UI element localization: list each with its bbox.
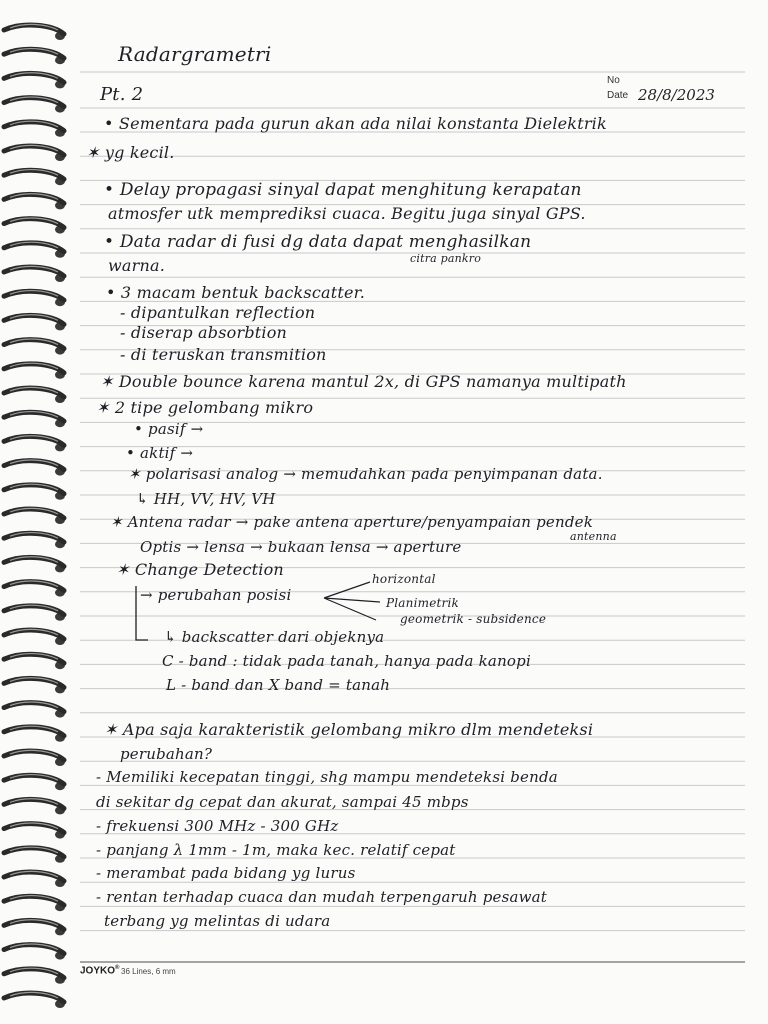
note-line: perubahan? [120,745,213,763]
brand-logo: JOYKO® [80,965,120,977]
note-line: ✶ polarisasi analog → memudahkan pada penyimpanan data. [128,465,603,483]
change-detection-bracket [120,580,220,660]
note-line: • Data radar di fusi dg data dapat menghasilkan [104,232,532,252]
note-line: - rentan terhadap cuaca dan mudah terpengaruh pesawat [96,888,548,906]
note-line: Pt. 2 [100,84,144,105]
date-value: 28/8/2023 [638,86,715,104]
branch-lines [320,578,380,628]
note-line: - Memiliki kecepatan tinggi, shg mampu mendeteksi benda [96,768,558,786]
no-label: No [607,75,620,86]
note-line: C - band : tidak pada tanah, hanya pada kanopi [162,652,531,670]
spiral-binding [0,10,74,1010]
note-line: - di teruskan transmition [120,345,327,364]
note-line: • 3 macam bentuk backscatter. [106,283,366,302]
note-line: - dipantulkan reflection [120,303,316,322]
note-line: • aktif → [126,444,194,462]
note-line: - diserap absorbtion [120,323,288,342]
note-line: antenna [570,530,617,543]
note-line: citra pankro [410,252,482,265]
note-line: L - band dan X band = tanah [166,676,391,694]
note-line: ↳ HH, VV, HV, VH [136,490,276,508]
note-line: horizontal [372,572,436,586]
note-line: ✶ Antena radar → pake antena aperture/penyampaian pendek [110,513,593,531]
note-line: - panjang λ 1mm - 1m, maka kec. relatif cepat [96,841,456,859]
note-line: Optis → lensa → bukaan lensa → aperture [140,538,462,556]
note-line: ✶ Change Detection [116,560,284,579]
note-line: - merambat pada bidang yg lurus [96,864,356,882]
note-line: warna. [108,256,166,275]
page-title: Radargrametri [118,42,272,66]
note-line: di sekitar dg cepat dan akurat, sampai 45 mbps [96,793,469,811]
note-line: - frekuensi 300 MHz - 300 GHz [96,817,339,835]
note-line: ✶ yg kecil. [86,143,175,162]
paper-spec: 36 Lines, 6 mm [121,967,176,976]
note-line: Planimetrik [386,596,459,610]
note-line: • pasif → [134,420,204,438]
note-line: • Sementara pada gurun akan ada nilai konstanta Dielektrik [104,114,607,133]
note-line: terbang yg melintas di udara [104,912,331,930]
note-line: atmosfer utk memprediksi cuaca. Begitu juga sinyal GPS. [108,204,586,223]
note-line: ✶ 2 tipe gelombang mikro [96,398,314,417]
note-line: geometrik - subsidence [400,612,547,626]
note-line: ✶ Apa saja karakteristik gelombang mikro dlm mendeteksi [104,720,594,739]
note-line: ✶ Double bounce karena mantul 2x, di GPS namanya multipath [100,372,627,391]
date-label: Date [607,90,629,101]
note-line: • Delay propagasi sinyal dapat menghitung kerapatan [104,180,582,200]
note-line: → perubahan posisi [140,586,292,604]
note-line: ↳ backscatter dari objeknya [164,628,385,646]
